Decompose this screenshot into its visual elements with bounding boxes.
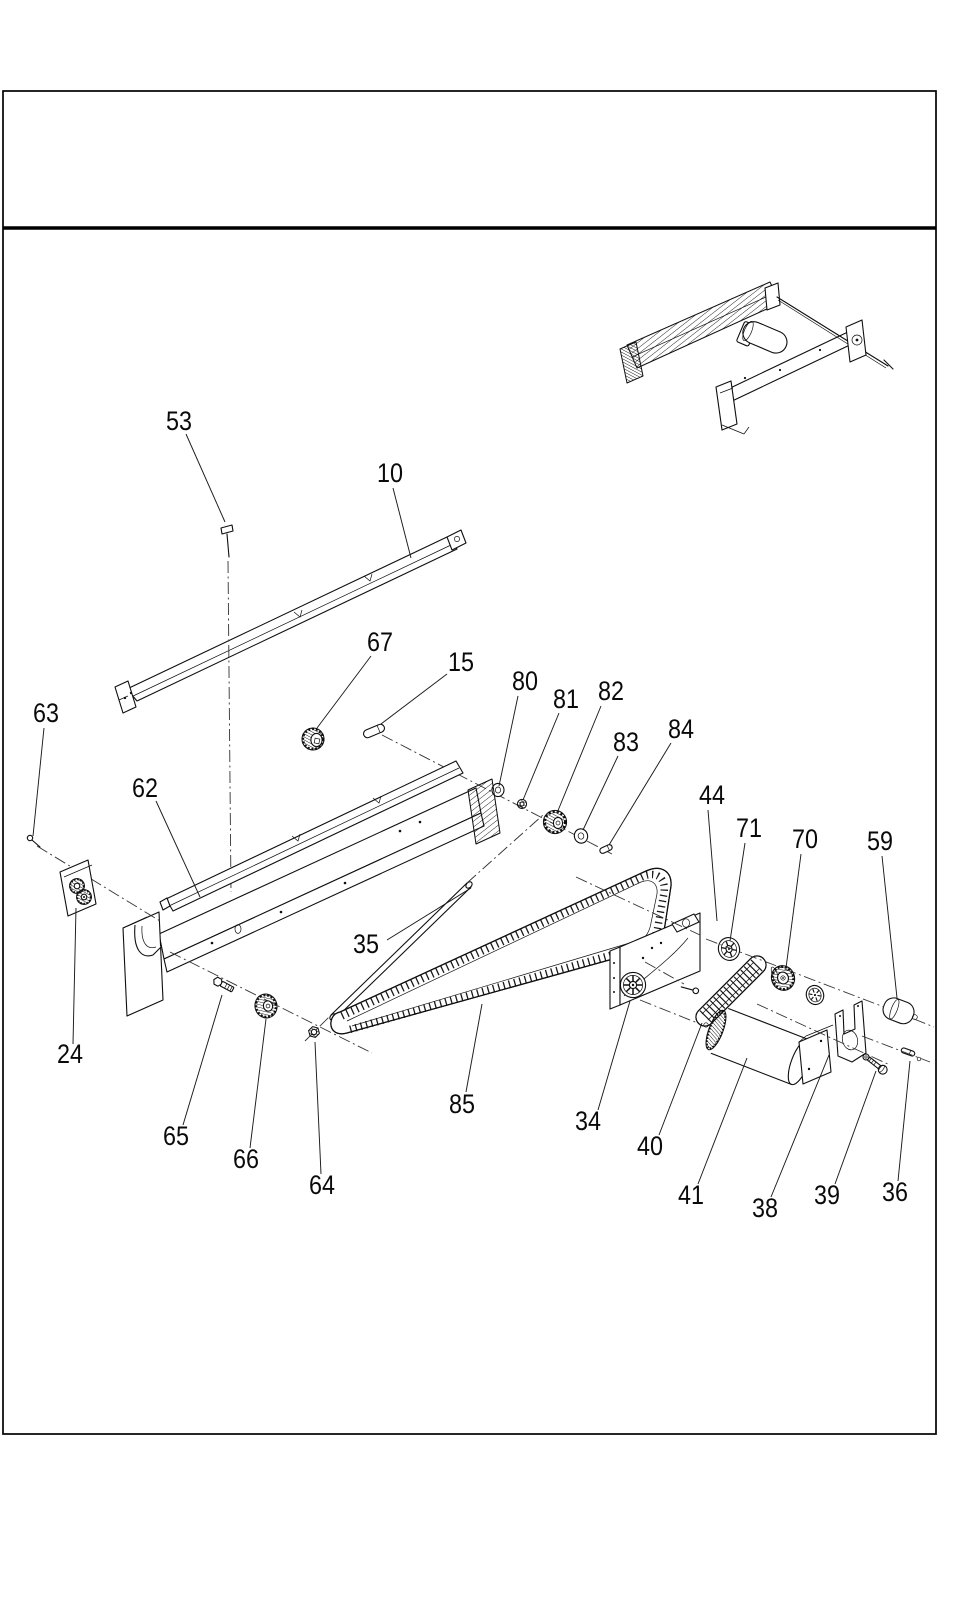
callout-36: [882, 1061, 910, 1207]
callout-label-67: 67: [367, 627, 393, 657]
part-screw-63: [27, 835, 40, 847]
part-disc-pulley: [804, 983, 827, 1007]
part-nut-81: [517, 799, 526, 808]
callout-24: [57, 908, 83, 1069]
part-yoke-38: [799, 1001, 866, 1084]
part-gear-67: [302, 728, 324, 750]
callout-39: [814, 1071, 876, 1210]
callout-label-53: 53: [166, 406, 192, 436]
callout-label-62: 62: [132, 773, 158, 803]
callout-59: [867, 826, 897, 998]
callout-label-81: 81: [553, 684, 579, 714]
callout-label-38: 38: [752, 1193, 778, 1223]
callout-label-85: 85: [449, 1089, 475, 1119]
callout-label-70: 70: [792, 824, 818, 854]
callout-85: [449, 1004, 482, 1119]
part-fan-pulley-34: [620, 972, 645, 997]
centerline-axis-left-upper: [37, 846, 160, 921]
part-upper-rail-10: [115, 530, 466, 713]
callout-53: [166, 406, 225, 522]
callout-83: [583, 727, 639, 830]
callout-label-82: 82: [598, 676, 624, 706]
page-frame: [3, 91, 936, 1434]
callout-15: [381, 647, 474, 724]
part-mount-screw: [681, 984, 700, 994]
callout-63: [33, 698, 59, 836]
callout-70: [786, 824, 818, 968]
callout-label-84: 84: [668, 714, 694, 744]
callout-81: [523, 684, 579, 800]
part-gearblock-24: [60, 860, 96, 916]
part-pulley-71: [715, 935, 743, 964]
callout-66: [233, 1019, 266, 1174]
centerline-screw-b: [640, 1000, 700, 1024]
part-screw-39: [863, 1054, 889, 1076]
part-pulley-70: [768, 962, 798, 993]
callout-label-59: 59: [867, 826, 893, 856]
part-washer-83: [573, 827, 589, 844]
callout-label-44: 44: [699, 780, 725, 810]
callout-67: [317, 627, 393, 728]
callout-label-63: 63: [33, 698, 59, 728]
callout-label-36: 36: [882, 1177, 908, 1207]
callout-label-66: 66: [233, 1144, 259, 1174]
callout-80: [499, 666, 538, 786]
callout-label-71: 71: [736, 813, 762, 843]
part-pin-84: [599, 844, 613, 855]
callout-label-80: 80: [512, 666, 538, 696]
callout-label-24: 24: [57, 1039, 83, 1069]
callout-62: [132, 773, 200, 897]
inset-assembled-view: [620, 282, 893, 434]
callout-label-64: 64: [309, 1170, 335, 1200]
part-nut-64: [309, 1027, 320, 1038]
part-cap-59: [880, 995, 921, 1028]
callout-65: [163, 995, 222, 1151]
callout-label-35: 35: [353, 929, 379, 959]
part-bolt-65: [212, 976, 235, 993]
callout-label-39: 39: [814, 1180, 840, 1210]
callout-44: [699, 780, 725, 921]
callout-label-83: 83: [613, 727, 639, 757]
callout-label-41: 41: [678, 1180, 704, 1210]
part-pin-36: [901, 1047, 921, 1061]
callout-41: [678, 1058, 747, 1210]
callout-64: [309, 1042, 335, 1200]
callout-label-65: 65: [163, 1121, 189, 1151]
callout-label-40: 40: [637, 1131, 663, 1161]
callout-label-15: 15: [448, 647, 474, 677]
callout-71: [730, 813, 762, 941]
part-screw-53: [221, 525, 233, 892]
part-pin-15: [362, 723, 385, 739]
callout-34: [575, 1001, 630, 1136]
callout-35: [353, 888, 471, 959]
callout-label-34: 34: [575, 1106, 601, 1136]
callout-label-10: 10: [377, 458, 403, 488]
part-gear-66: [252, 992, 279, 1021]
part-gear-82: [543, 810, 566, 833]
callout-40: [637, 1023, 702, 1161]
callout-10: [377, 458, 411, 558]
